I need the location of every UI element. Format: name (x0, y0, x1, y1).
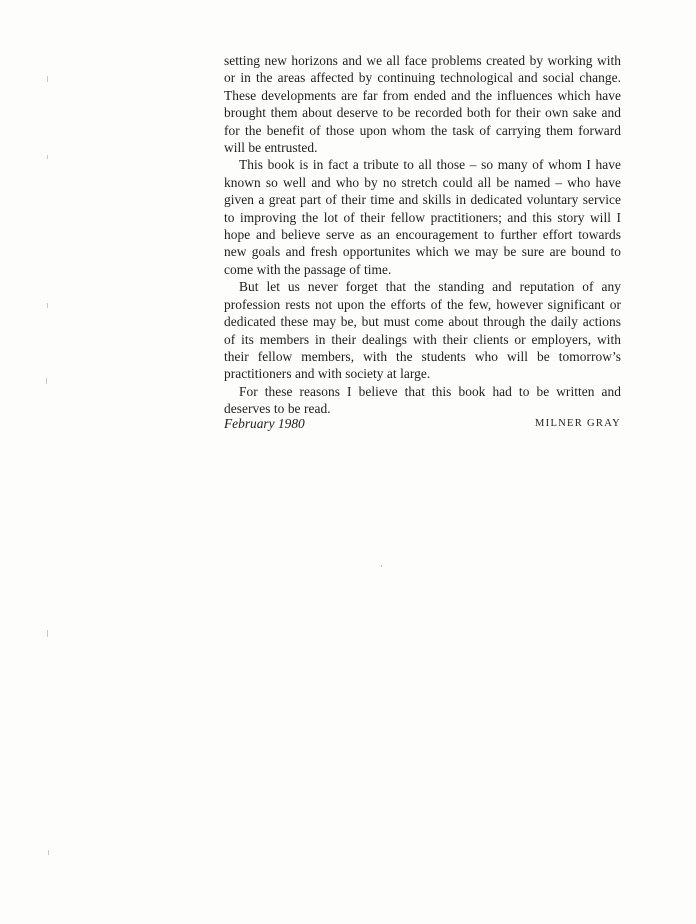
paragraph-1: setting new horizons and we all face problems created by working with or in the areas affected by continuing technological and social change. These developments are far from ended and the influences which have brought them about deserve to be recorded both for their own sake and for the benefit of those upon whom the task of carrying them forward will be entrusted. (224, 53, 621, 156)
margin-speck (47, 76, 48, 82)
body-text (224, 52, 621, 418)
signature-row (224, 416, 621, 436)
paragraph-4: For these reasons I believe that this book had to be written and deserves to be read. (224, 383, 621, 417)
margin-speck (381, 565, 382, 567)
margin-speck (47, 155, 48, 159)
author-name: MILNER GRAY (535, 418, 621, 429)
margin-speck (46, 378, 47, 384)
date-line: February 1980 (224, 416, 305, 431)
paragraph-2: This book is in fact a tribute to all those – so many of whom I have known so well and who by no stretch could all be named – who have given a great part of their time and skills in dedicated voluntary service to improving the lot of their fellow practitioners; and this story will I hope and believe serve as an encouragement to further effort towards new goals and fresh opportunites which we may be sure are bound to come with the passage of time. (224, 157, 621, 277)
margin-speck (47, 630, 48, 637)
paragraph-3: But let us never forget that the standing and reputation of any profession rests not upon the efforts of the few, however significant or dedicated these may be, but must come about through the daily actions of its members in their dealings with their clients or employers, with their fellow members, with the students who will be tomorrow’s practitioners and with society at large. (224, 279, 621, 382)
margin-speck (48, 850, 49, 855)
margin-speck (47, 303, 48, 308)
